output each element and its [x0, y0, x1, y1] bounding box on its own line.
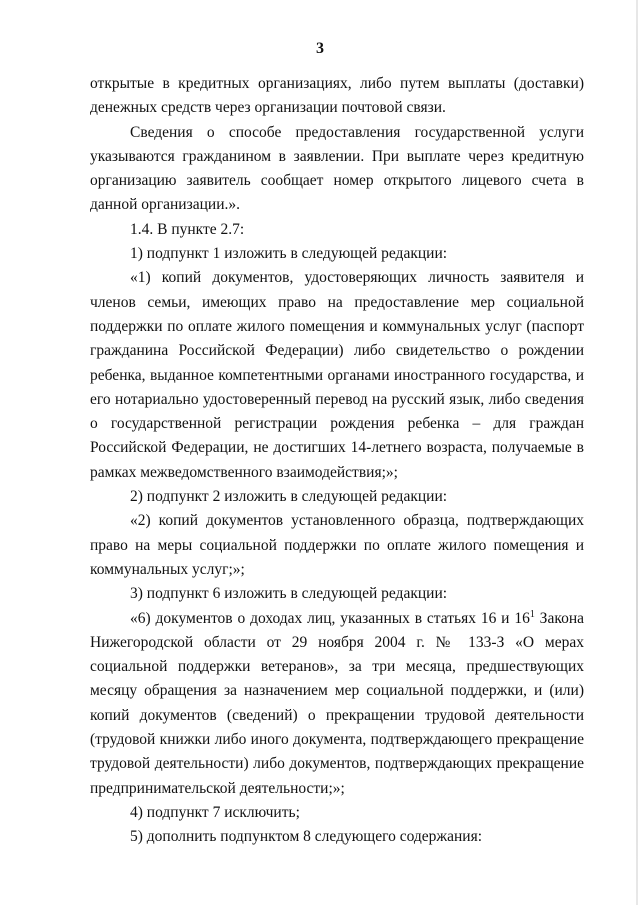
paragraph-9	[90, 607, 584, 801]
paragraph-6: 2) подпункт 2 изложить в следующей редакции:	[130, 488, 448, 506]
paragraph-8: 3) подпункт 6 изложить в следующей редакции:	[130, 585, 448, 603]
paragraph-9-end: Закона Нижегородской области от 29 ноября 2004 г. № 133-З «О мерах социальной поддержки ветеранов», за три месяца, предшествующих месяцу обращения за назначением мер социальной поддержки, и (или) копий документов (сведений) о прекращении трудовой деятельности (трудовой книжки либо иного документа, подтверждающего прекращение трудовой деятельности) либо документов, подтверждающих прекращение предпринимательской деятельности;»;	[90, 609, 584, 797]
paragraph-4: 1) подпункт 1 изложить в следующей редакции:	[130, 245, 448, 263]
paragraph-9-start: «6) документов о доходах лиц, указанных в статьях 16 и 16	[130, 609, 530, 627]
paragraph-1: открытые в кредитных организациях, либо путем выплаты (доставки) денежных средств через организации почтовой связи.	[90, 75, 584, 117]
paragraph-5: «1) копий документов, удостоверяющих личность заявителя и членов семьи, имеющих право на предоставление мер социальной поддержки по оплате жилого помещения и коммунальных услуг (паспорт гражданина Российской Федерации) либо свидетельство о рождении ребенка, выданное компетентными органами иностранного государства, и его нотариально удостоверенный перевод на русский язык, либо сведения о государственной регистрации рождения ребенка – для граждан Российской Федерации, не достигших 14-летнего возраста, получаемые в рамках межведомственного взаимодействия;»;	[90, 269, 584, 481]
paragraph-2: Сведения о способе предоставления государственной услуги указываются гражданином в заявлении. При выплате через кредитную организацию заявитель сообщает номер открытого лицевого счета в данной организации.».	[90, 123, 584, 214]
document-body	[90, 72, 584, 850]
paragraph-10: 4) подпункт 7 исключить;	[130, 803, 300, 821]
paragraph-3: 1.4. В пункте 2.7:	[130, 220, 245, 238]
paragraph-11: 5) дополнить подпунктом 8 следующего содержания:	[130, 828, 483, 846]
paragraph-7: «2) копий документов установленного образца, подтверждающих право на меры социальной поддержки по оплате жилого помещения и коммунальных услуг;»;	[90, 512, 584, 578]
superscript-one: 1	[529, 608, 535, 620]
scan-edge-shadow	[636, 0, 638, 905]
page-number: 3	[316, 40, 324, 57]
